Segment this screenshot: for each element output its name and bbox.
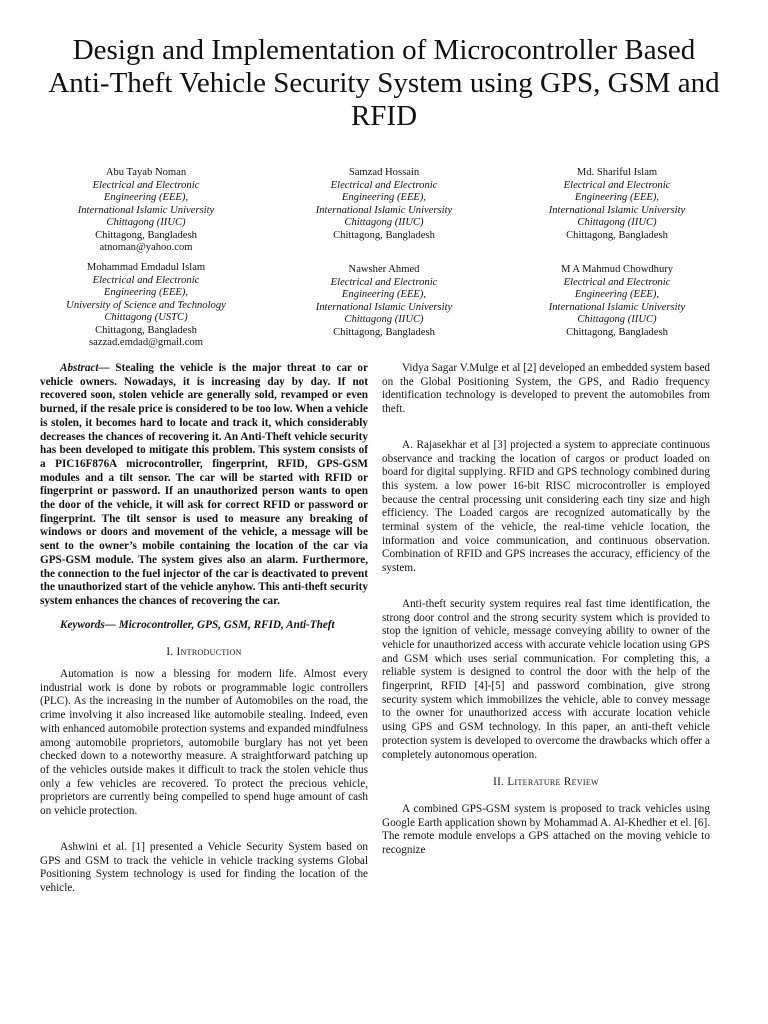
author-affiliation: Engineering (EEE),: [103, 287, 189, 298]
author-location: Chittagong, Bangladesh: [95, 324, 197, 336]
author-affiliation: Engineering (EEE),: [574, 289, 660, 300]
paragraph: A. Rajasekhar et al [3] projected a system to appreciate continuous observance and tracking the location of cargos or product loaded on board for digital supplying. RFID and GPS technology combined during this system. a low power 16-bit RISC microcontroller is employed because the central processing unit considering each tiny size and high efficiency. The Loaded cargos are recognized automatically by the terminal system of the vehicle, the real-time vehicle location, the information and voice communication, and continuous observation. Combination of RFID and GPS increases the accuracy, efficiency of the system.: [382, 438, 710, 575]
author-name: Md. Shariful Islam: [576, 167, 658, 178]
author-affiliation: Engineering (EEE),: [341, 192, 427, 203]
left-column: [40, 362, 368, 896]
author-affiliation: International Islamic University: [315, 301, 453, 313]
author-location: Chittagong, Bangladesh: [333, 326, 435, 338]
author-block: [41, 167, 251, 255]
author-block: [512, 264, 722, 339]
author-location: Chittagong, Bangladesh: [566, 229, 668, 241]
author-name: Mohammad Emdadul Islam: [86, 262, 206, 273]
author-affiliation: Electrical and Electronic: [92, 179, 200, 191]
author-email: sazzad.emdad@gmail.com: [89, 337, 203, 348]
abstract-lead: Abstract—: [60, 362, 110, 374]
author-location: Chittagong, Bangladesh: [566, 326, 668, 338]
author-block: [512, 167, 722, 242]
author-name: Samzad Hossain: [348, 167, 420, 178]
author-affiliation: Chittagong (IIUC): [344, 314, 424, 325]
author-affiliation: University of Science and Technology: [66, 299, 226, 311]
paragraph: A combined GPS-GSM system is proposed to track vehicles using Google Earth application shown by Mohammad A. Al-Khedher et el. [6]. The remote module envelops a GPS attached on the moving vehicle to recognize: [382, 802, 710, 857]
author-affiliation: Chittagong (IIUC): [344, 217, 424, 228]
right-column: [382, 362, 710, 858]
author-affiliation: Chittagong (IIUC): [577, 217, 657, 228]
paper-title: Design and Implementation of Microcontroller Based Anti-Theft Vehicle Security System using GPS, GSM and RFID: [48, 34, 720, 132]
author-affiliation: Electrical and Electronic: [92, 274, 200, 286]
paragraph: Ashwini et al. [1] presented a Vehicle Security System based on GPS and GSM to track the vehicle in vehicle tracking systems Global Positioning System technology is used for finding the location of the vehicle.: [40, 840, 368, 894]
author-affiliation: International Islamic University: [548, 301, 686, 313]
abstract: [40, 362, 368, 609]
author-affiliation: Electrical and Electronic: [563, 179, 671, 191]
paragraph: Vidya Sagar V.Mulge et al [2] developed an embedded system based on the Global Positioning System, the GPS, and Radio frequency identification technology is developed to prevent the automobiles from theft.: [382, 362, 710, 416]
keywords: Keywords— Microcontroller, GPS, GSM, RFID, Anti-Theft: [60, 618, 335, 631]
abstract-text: Stealing the vehicle is the major threat to car or vehicle owners. Nowadays, it is increasing day by day. If not recovered soon, stolen vehicle are generally sold, revamped or even burned, if the resale price is considered to be too low. When a vehicle is stolen, it becomes hard to locate and track it, which considerably decreases the chances of recovering it. An Anti-Theft vehicle security has been developed to mitigate this problem. This system consists of a PIC16F876A microcontroller, fingerprint, RFID, GPS-GSM modules and a tilt sensor. The car will be started with RFID or fingerprint or password. If an unauthorized person wants to open the door of the vehicle, it will ask for correct RFID or password or fingerprint. The tilt sensor is used to measure any breaking of windows or doors and movement of the vehicle, a message will be sent to the owner’s mobile containing the location of the car via GPS-GSM module. The system gives also an alarm. Furthermore, the connection to the fuel injector of the car is deactivated to prevent the unauthorized start of the vehicle anyhow. This anti-theft security system enhances the chances of recovering the car.: [40, 362, 368, 607]
author-block: [279, 264, 489, 339]
author-block: [279, 167, 489, 242]
author-location: Chittagong, Bangladesh: [95, 229, 197, 241]
section-heading-literature-review: II. Literature Review: [493, 776, 599, 789]
author-affiliation: Chittagong (USTC): [104, 312, 188, 323]
author-affiliation: International Islamic University: [315, 204, 453, 216]
author-email: atnoman@yahoo.com: [99, 242, 193, 253]
author-affiliation: International Islamic University: [77, 204, 215, 216]
author-affiliation: Engineering (EEE),: [574, 192, 660, 203]
author-name: M A Mahmud Chowdhury: [560, 264, 674, 275]
section-heading-introduction: I. Introduction: [166, 646, 242, 659]
author-affiliation: Chittagong (IIUC): [106, 217, 186, 228]
author-affiliation: Electrical and Electronic: [563, 276, 671, 288]
author-affiliation: Engineering (EEE),: [341, 289, 427, 300]
paragraph: Anti-theft security system requires real fast time identification, the strong door control and the strong security system which is provided to stop the ignition of vehicle, message conveying ability to owner of the vehicle for unauthorized access with accurate vehicle location using GPS and GSM which uses serial communication. For completing this, a reliable system is designed to control the door with the help of the fingerprint, RFID [4]-[5] and password combination, give strong security system which immobilizes the vehicle, able to convey message to the owner for unauthorized access with accurate location vehicle using GPS and GSM technology. In this paper, an anti-theft vehicle protection system is developed to overcome the drawbacks which offer a completely autonomous operation.: [382, 597, 710, 761]
author-name: Abu Tayab Noman: [105, 167, 187, 178]
author-affiliation: International Islamic University: [548, 204, 686, 216]
author-name: Nawsher Ahmed: [348, 264, 420, 275]
author-location: Chittagong, Bangladesh: [333, 229, 435, 241]
author-affiliation: Chittagong (IIUC): [577, 314, 657, 325]
author-affiliation: Electrical and Electronic: [330, 179, 438, 191]
author-block: [41, 262, 251, 350]
author-affiliation: Engineering (EEE),: [103, 192, 189, 203]
paragraph: Automation is now a blessing for modern life. Almost every industrial work is done by robots or programmable logic controllers (PLC). As the increasing in the number of Automobiles on the road, the crime involving it also increased like automobile stealing. Indeed, even with enhanced automobile protection systems and expanded mindfulness among automobile proprietors, automobile burglary has not yet been checked down to a noteworthy measure. A straightforward patching up of the vehicles outside makes it difficult to track the stolen vehicle thus only a few vehicles are recovered. To protect the precious vehicle, proprietors are currently being compelled to spend huge amount of cash on vehicle protection.: [40, 668, 368, 818]
author-affiliation: Electrical and Electronic: [330, 276, 438, 288]
